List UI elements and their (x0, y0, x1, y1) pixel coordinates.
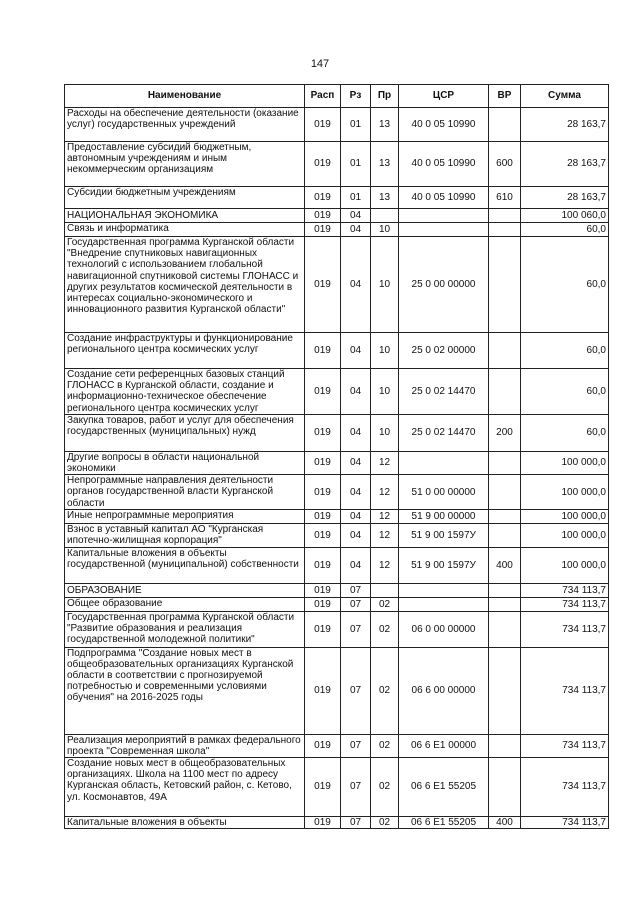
cell-csr (399, 209, 489, 223)
cell-rz: 07 (341, 817, 371, 829)
cell-sum: 734 113,7 (521, 817, 609, 829)
cell-vr (489, 597, 521, 611)
cell-pr: 12 (371, 510, 399, 524)
cell-rasp: 019 (305, 451, 341, 474)
cell-rasp: 019 (305, 524, 341, 547)
cell-csr: 06 6 Е1 00000 (399, 734, 489, 757)
cell-vr (489, 451, 521, 474)
cell-name: Иные непрограммные мероприятия (65, 510, 305, 524)
table-row (65, 108, 609, 142)
header-rasp: Расп (305, 85, 341, 108)
cell-sum: 60,0 (521, 333, 609, 369)
cell-vr (489, 333, 521, 369)
cell-rasp: 019 (305, 611, 341, 647)
table-row (65, 524, 609, 547)
cell-sum: 60,0 (521, 237, 609, 333)
cell-pr: 12 (371, 475, 399, 510)
cell-csr (399, 597, 489, 611)
table-row (65, 187, 609, 209)
cell-vr: 610 (489, 187, 521, 209)
cell-sum: 734 113,7 (521, 583, 609, 597)
table-row (65, 369, 609, 415)
header-name: Наименование (65, 85, 305, 108)
cell-pr: 13 (371, 108, 399, 142)
header-vr: ВР (489, 85, 521, 108)
cell-vr (489, 647, 521, 734)
cell-vr: 400 (489, 817, 521, 829)
cell-name: Государственная программа Курганской области "Внедрение спутниковых навигационных технологий с использованием глобальной навигационной спутниковой системы ГЛОНАСС и других результатов космической деятельности в интересах социально-экономического и инновационного развития Курганской области" (65, 237, 305, 333)
cell-csr: 51 0 00 00000 (399, 475, 489, 510)
cell-rz: 07 (341, 647, 371, 734)
cell-rz: 01 (341, 108, 371, 142)
cell-rz: 04 (341, 475, 371, 510)
header-csr: ЦСР (399, 85, 489, 108)
table-row (65, 333, 609, 369)
cell-pr: 02 (371, 758, 399, 817)
cell-pr: 13 (371, 142, 399, 187)
cell-vr (489, 611, 521, 647)
cell-rasp: 019 (305, 209, 341, 223)
cell-pr: 10 (371, 237, 399, 333)
cell-sum: 734 113,7 (521, 597, 609, 611)
table-row (65, 817, 609, 829)
cell-csr (399, 583, 489, 597)
cell-csr: 40 0 05 10990 (399, 187, 489, 209)
cell-rz: 04 (341, 547, 371, 583)
cell-name: Расходы на обеспечение деятельности (оказание услуг) государственных учреждений (65, 108, 305, 142)
cell-sum: 100 060,0 (521, 209, 609, 223)
cell-csr: 06 6 Е1 55205 (399, 817, 489, 829)
cell-rasp: 019 (305, 142, 341, 187)
cell-name: НАЦИОНАЛЬНАЯ ЭКОНОМИКА (65, 209, 305, 223)
cell-csr: 25 0 02 00000 (399, 333, 489, 369)
cell-name: Реализация мероприятий в рамках федерального проекта "Современная школа" (65, 734, 305, 757)
table-row (65, 223, 609, 237)
header-rz: Рз (341, 85, 371, 108)
cell-vr (489, 510, 521, 524)
cell-pr: 02 (371, 597, 399, 611)
table-row (65, 237, 609, 333)
table-row (65, 547, 609, 583)
cell-csr: 06 6 Е1 55205 (399, 758, 489, 817)
cell-rasp: 019 (305, 583, 341, 597)
cell-rz: 07 (341, 611, 371, 647)
cell-sum: 100 000,0 (521, 510, 609, 524)
table-header-row (65, 85, 609, 108)
cell-csr (399, 223, 489, 237)
cell-sum: 100 000,0 (521, 451, 609, 474)
cell-name: Создание сети референцных базовых станций ГЛОНАСС в Курганской области, создание и информационно-техническое обеспечение регионального центра космических услуг (65, 369, 305, 415)
cell-csr (399, 451, 489, 474)
cell-sum: 734 113,7 (521, 734, 609, 757)
cell-pr: 12 (371, 451, 399, 474)
cell-name: Подпрограмма "Создание новых мест в общеобразовательных организациях Курганской области в соответствии с прогнозируемой потребностью и современными условиями обучения" на 2016-2025 годы (65, 647, 305, 734)
cell-pr: 10 (371, 414, 399, 451)
cell-rasp: 019 (305, 187, 341, 209)
table-row (65, 451, 609, 474)
cell-rasp: 019 (305, 414, 341, 451)
cell-rz: 04 (341, 223, 371, 237)
cell-csr: 25 0 02 14470 (399, 369, 489, 415)
cell-rasp: 019 (305, 108, 341, 142)
cell-rasp: 019 (305, 223, 341, 237)
header-sum: Сумма (521, 85, 609, 108)
cell-rz: 04 (341, 333, 371, 369)
cell-vr: 200 (489, 414, 521, 451)
table-row (65, 414, 609, 451)
cell-sum: 60,0 (521, 223, 609, 237)
cell-vr (489, 758, 521, 817)
cell-rz: 07 (341, 597, 371, 611)
cell-rasp: 019 (305, 475, 341, 510)
cell-name: Государственная программа Курганской области "Развитие образования и реализация государственной молодежной политики" (65, 611, 305, 647)
cell-sum: 100 000,0 (521, 475, 609, 510)
cell-vr (489, 209, 521, 223)
cell-pr: 13 (371, 187, 399, 209)
cell-rz: 07 (341, 758, 371, 817)
cell-rasp: 019 (305, 333, 341, 369)
cell-sum: 28 163,7 (521, 142, 609, 187)
cell-pr (371, 209, 399, 223)
cell-sum: 100 000,0 (521, 524, 609, 547)
table-row (65, 510, 609, 524)
table-row (65, 734, 609, 757)
cell-vr (489, 237, 521, 333)
table-row (65, 611, 609, 647)
cell-rz: 04 (341, 414, 371, 451)
budget-table (64, 84, 609, 829)
cell-csr: 51 9 00 1597У (399, 547, 489, 583)
cell-rz: 04 (341, 451, 371, 474)
cell-csr: 25 0 02 14470 (399, 414, 489, 451)
cell-vr: 400 (489, 547, 521, 583)
cell-sum: 734 113,7 (521, 611, 609, 647)
cell-csr: 51 9 00 1597У (399, 524, 489, 547)
cell-name: Общее образование (65, 597, 305, 611)
cell-rz: 04 (341, 209, 371, 223)
cell-vr (489, 223, 521, 237)
header-pr: Пр (371, 85, 399, 108)
table-row (65, 597, 609, 611)
cell-pr: 02 (371, 734, 399, 757)
cell-rasp: 019 (305, 647, 341, 734)
cell-vr (489, 524, 521, 547)
cell-csr: 40 0 05 10990 (399, 108, 489, 142)
cell-rz: 01 (341, 142, 371, 187)
table-row (65, 647, 609, 734)
page-number: 147 (310, 58, 330, 70)
cell-pr: 02 (371, 647, 399, 734)
cell-name: Предоставление субсидий бюджетным, автономным учреждениям и иным некоммерческим организациям (65, 142, 305, 187)
cell-rasp: 019 (305, 817, 341, 829)
cell-name: Капитальные вложения в объекты (65, 817, 305, 829)
table-row (65, 475, 609, 510)
cell-rz: 04 (341, 369, 371, 415)
cell-rasp: 019 (305, 369, 341, 415)
cell-rasp: 019 (305, 734, 341, 757)
cell-vr (489, 734, 521, 757)
cell-vr (489, 583, 521, 597)
cell-pr (371, 583, 399, 597)
cell-name: Другие вопросы в области национальной экономики (65, 451, 305, 474)
cell-pr: 12 (371, 524, 399, 547)
cell-rz: 01 (341, 187, 371, 209)
cell-vr: 600 (489, 142, 521, 187)
cell-csr: 40 0 05 10990 (399, 142, 489, 187)
cell-sum: 100 000,0 (521, 547, 609, 583)
cell-pr: 10 (371, 333, 399, 369)
cell-name: Субсидии бюджетным учреждениям (65, 187, 305, 209)
cell-csr: 51 9 00 00000 (399, 510, 489, 524)
cell-csr: 06 6 00 00000 (399, 647, 489, 734)
table-row (65, 583, 609, 597)
cell-name: Закупка товаров, работ и услуг для обеспечения государственных (муниципальных) нужд (65, 414, 305, 451)
cell-csr: 06 0 00 00000 (399, 611, 489, 647)
cell-csr: 25 0 00 00000 (399, 237, 489, 333)
cell-pr: 12 (371, 547, 399, 583)
cell-rz: 04 (341, 524, 371, 547)
table-row (65, 209, 609, 223)
cell-sum: 28 163,7 (521, 108, 609, 142)
cell-name: Связь и информатика (65, 223, 305, 237)
table-row (65, 142, 609, 187)
cell-rz: 07 (341, 583, 371, 597)
cell-rasp: 019 (305, 547, 341, 583)
cell-vr (489, 369, 521, 415)
cell-sum: 734 113,7 (521, 647, 609, 734)
cell-name: ОБРАЗОВАНИЕ (65, 583, 305, 597)
cell-sum: 28 163,7 (521, 187, 609, 209)
cell-rz: 07 (341, 734, 371, 757)
table-row (65, 758, 609, 817)
cell-name: Создание инфраструктуры и функционирование регионального центра космических услуг (65, 333, 305, 369)
cell-pr: 02 (371, 611, 399, 647)
cell-rasp: 019 (305, 758, 341, 817)
cell-name: Создание новых мест в общеобразовательных организациях. Школа на 1100 мест по адресу Курганская область, Кетовский район, с. Кетово, ул. Космонавтов, 49А (65, 758, 305, 817)
cell-pr: 10 (371, 223, 399, 237)
cell-rz: 04 (341, 510, 371, 524)
cell-name: Непрограммные направления деятельности органов государственной власти Курганской области (65, 475, 305, 510)
cell-rz: 04 (341, 237, 371, 333)
cell-pr: 10 (371, 369, 399, 415)
cell-rasp: 019 (305, 510, 341, 524)
cell-sum: 60,0 (521, 414, 609, 451)
cell-name: Взнос в уставный капитал АО "Курганская ипотечно-жилищная корпорация" (65, 524, 305, 547)
cell-sum: 734 113,7 (521, 758, 609, 817)
cell-sum: 60,0 (521, 369, 609, 415)
cell-rasp: 019 (305, 237, 341, 333)
cell-vr (489, 475, 521, 510)
cell-rasp: 019 (305, 597, 341, 611)
cell-name: Капитальные вложения в объекты государственной (муниципальной) собственности (65, 547, 305, 583)
cell-vr (489, 108, 521, 142)
cell-pr: 02 (371, 817, 399, 829)
